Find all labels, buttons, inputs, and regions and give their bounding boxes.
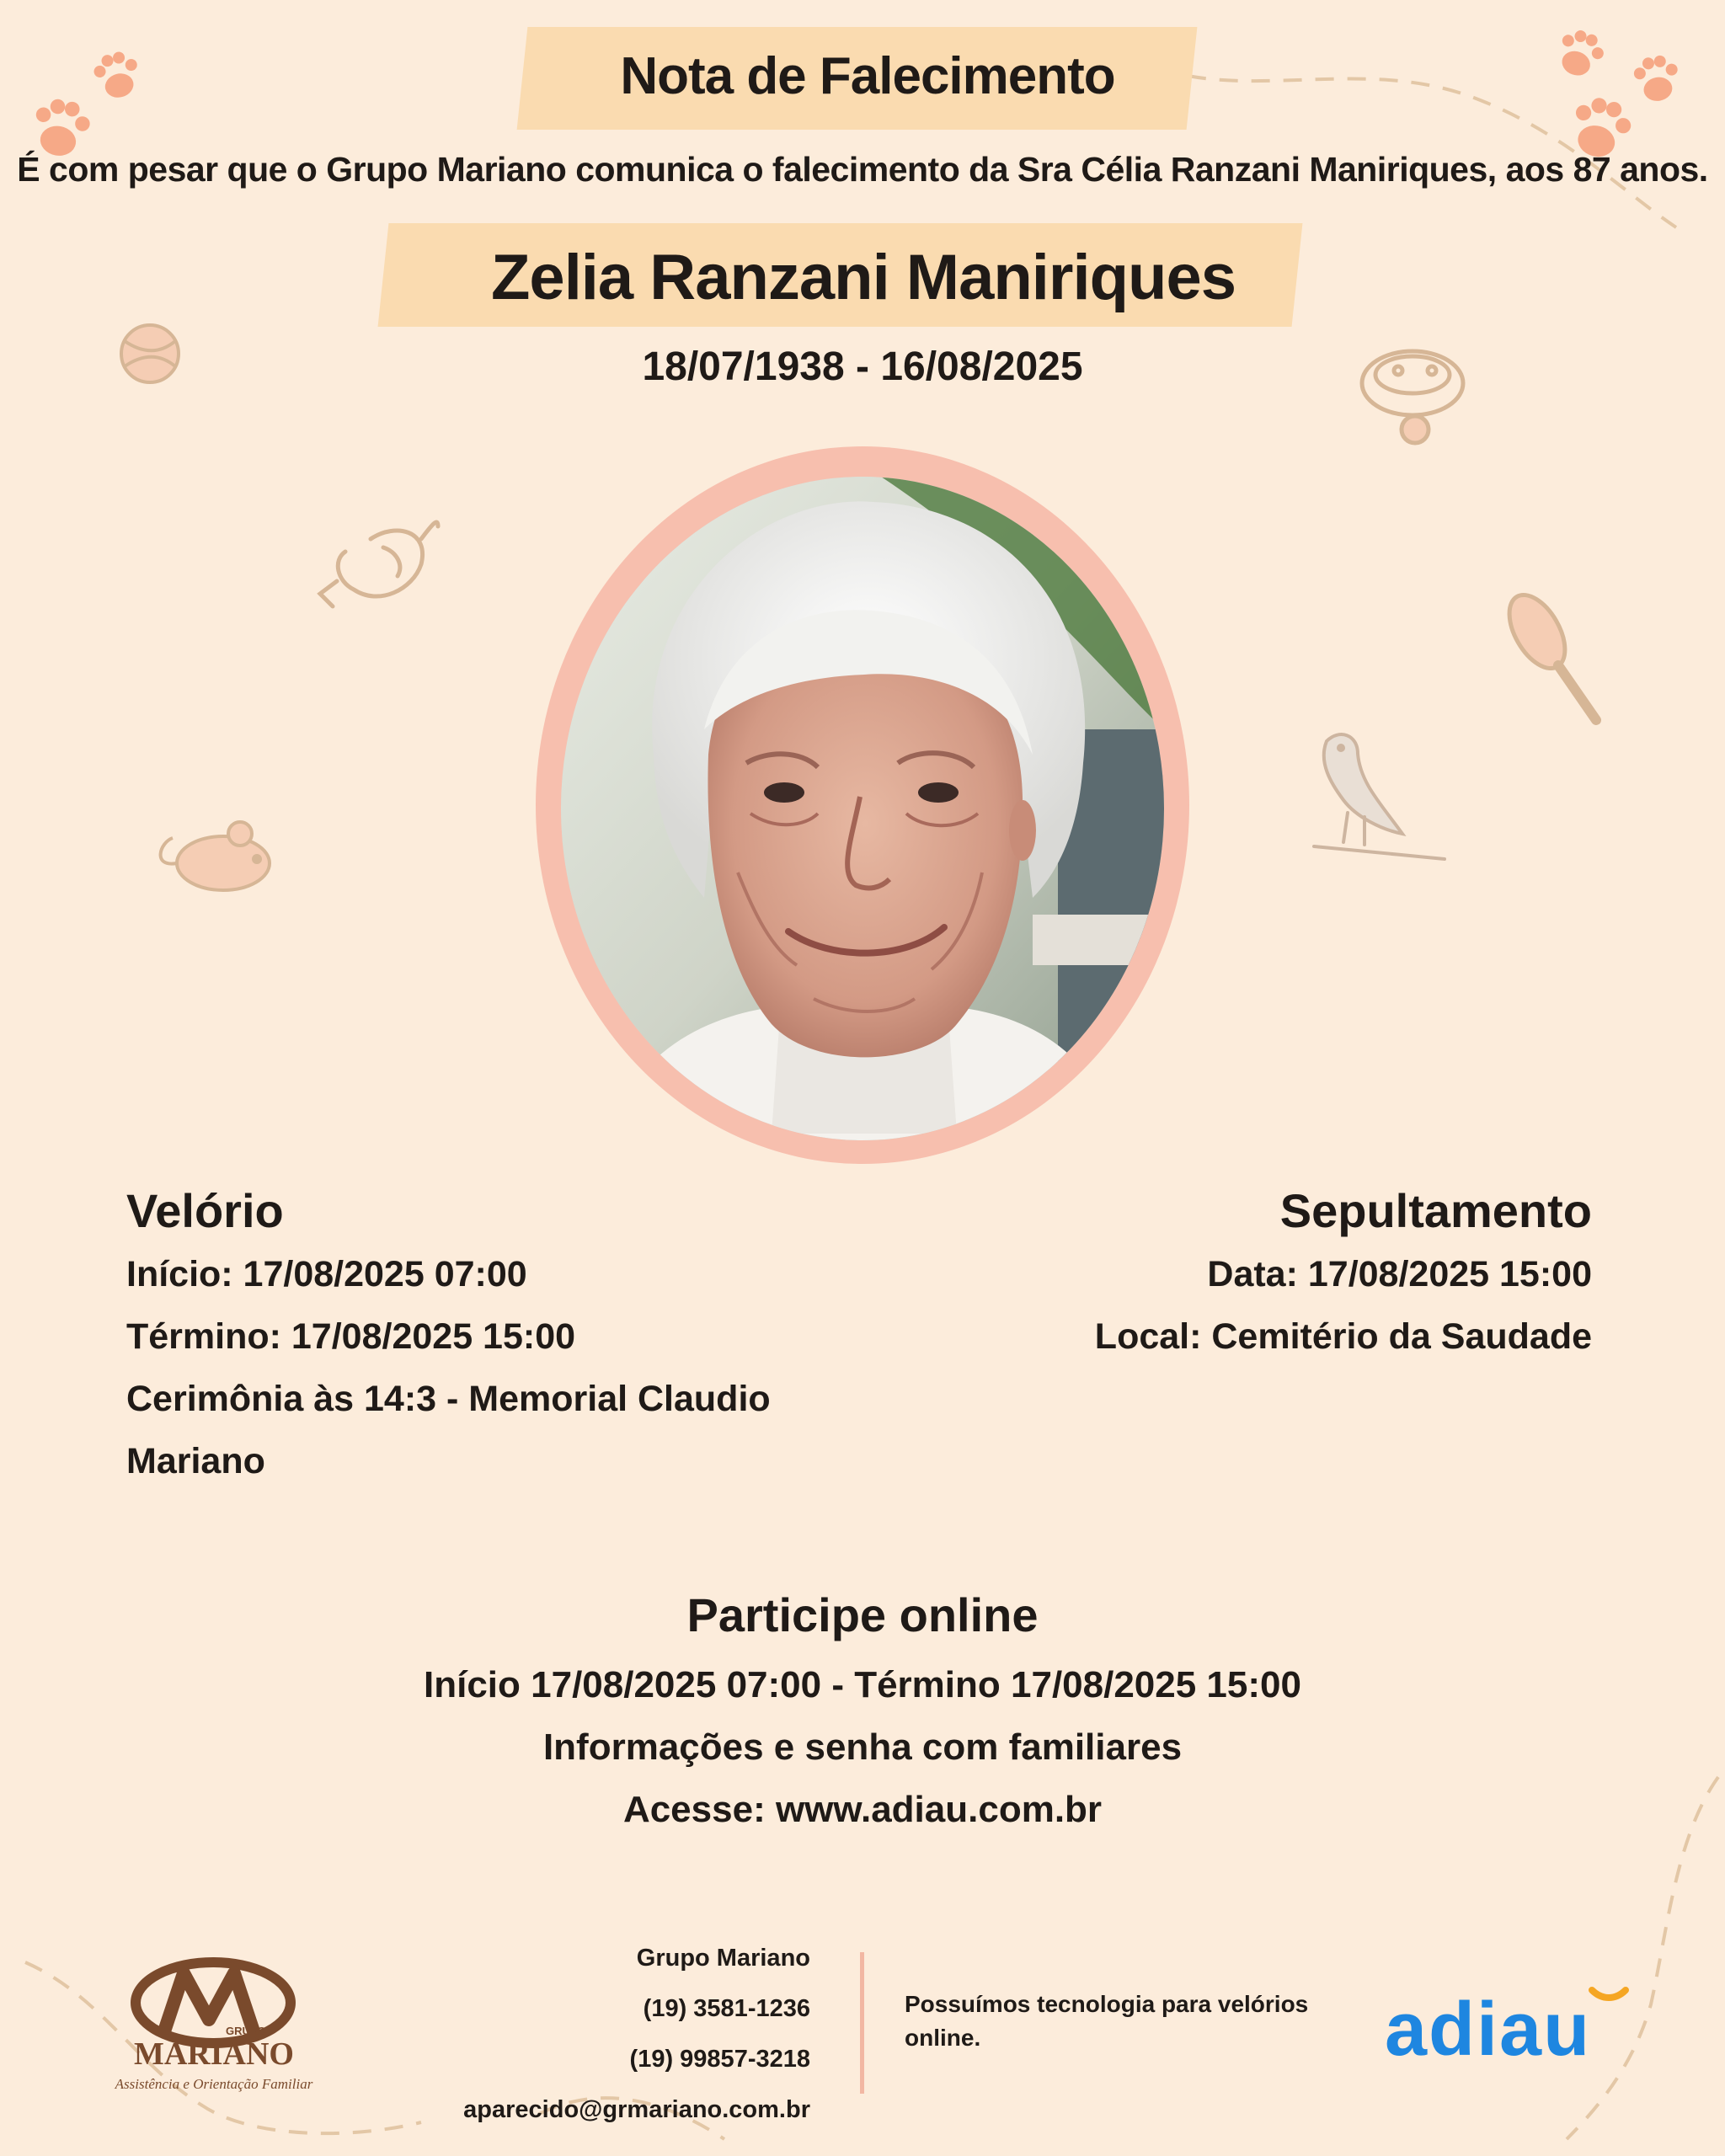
online-info: Informações e senha com familiares — [542, 1726, 1183, 1768]
contact-block — [371, 1933, 810, 2135]
sepultamento-place: Local: Cemitério da Saudade — [1094, 1316, 1592, 1357]
adiau-text: adiau — [1385, 1988, 1592, 2068]
online-heading: Participe online — [686, 1588, 1039, 1641]
velorio-ceremony: Cerimônia às 14:3 - Memorial Claudio — [126, 1379, 771, 1419]
intro-text: É com pesar que o Grupo Mariano comunica o falecimento da Sra Célia Ranzani Maniriques, aos 87 anos. — [17, 150, 1708, 189]
online-schedule: Início 17/08/2025 07:00 - Término 17/08/2025 15:00 — [424, 1664, 1301, 1705]
velorio-start: Início: 17/08/2025 07:00 — [126, 1254, 527, 1294]
online-url[interactable]: Acesse: www.adiau.com.br — [622, 1789, 1103, 1830]
mariano-subtitle: Assistência e Orientação Familiar — [115, 2076, 313, 2092]
adiau-wordmark-graphic — [1381, 1975, 1634, 2068]
portrait-photo — [561, 477, 1164, 1140]
paw-icon — [90, 48, 144, 103]
brush-icon — [1498, 585, 1596, 720]
paw-icon — [1552, 25, 1609, 83]
mariano-emblem — [99, 1952, 335, 2095]
fish-icon — [320, 522, 438, 606]
mouse-icon — [161, 822, 270, 890]
sepultamento-section — [969, 1183, 1592, 1368]
paw-icon — [1632, 53, 1682, 104]
velorio-section — [126, 1183, 884, 1492]
page-title: Nota de Falecimento — [620, 47, 1115, 105]
mariano-small-text: GRUPO — [226, 2025, 266, 2037]
bird-icon — [1314, 734, 1445, 859]
footer-divider — [860, 1952, 864, 2094]
deceased-name: Zelia Ranzani Maniriques — [491, 242, 1236, 313]
contact-phone-1[interactable]: (19) 3581-1236 — [643, 1995, 810, 2022]
sepultamento-date: Data: 17/08/2025 15:00 — [1207, 1254, 1592, 1294]
sepultamento-heading: Sepultamento — [1279, 1184, 1592, 1237]
velorio-heading: Velório — [126, 1184, 284, 1237]
contact-company: Grupo Mariano — [636, 1945, 810, 1972]
contact-phone-2[interactable]: (19) 99857-3218 — [629, 2046, 810, 2073]
contact-email[interactable]: aparecido@grmariano.com.br — [463, 2096, 810, 2123]
portrait-illustration — [561, 477, 1164, 1140]
online-section — [0, 1588, 1725, 1841]
mariano-wordmark: MARIANO — [134, 2036, 294, 2072]
velorio-end: Término: 17/08/2025 15:00 — [126, 1316, 576, 1357]
adiau-logo — [1381, 1975, 1634, 2068]
grupo-mariano-logo — [99, 1952, 335, 2095]
tagline: Possuímos tecnologia para velórios online. — [905, 1991, 1309, 2051]
velorio-ceremony-cont: Mariano — [126, 1441, 265, 1481]
life-dates: 18/07/1938 - 16/08/2025 — [642, 344, 1083, 389]
